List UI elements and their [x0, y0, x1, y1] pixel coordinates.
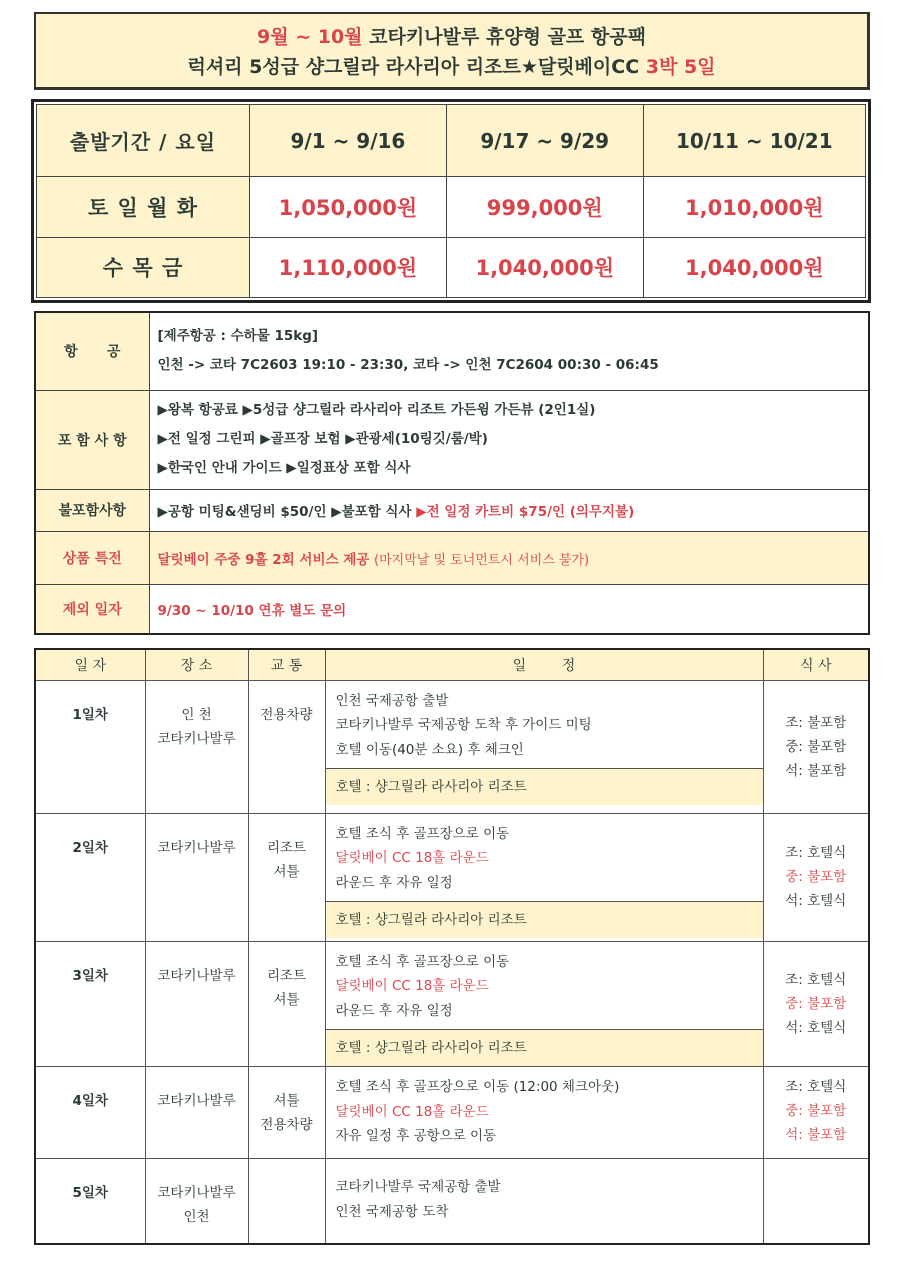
meal-item: 조: 호텔식	[785, 1079, 847, 1095]
place-cell	[145, 1159, 248, 1244]
place-cell	[145, 813, 248, 941]
day-label: 1일차	[35, 680, 145, 813]
hotel-line: 호텔 : 샹그릴라 라사리아 리조트	[326, 901, 763, 938]
schedule-item: 라운드 후 자유 일정	[335, 1002, 453, 1019]
schedule-item: 달릿베이 CC 18홀 라운드	[335, 1103, 489, 1120]
schedule-item: 달릿베이 CC 18홀 라운드	[335, 850, 489, 866]
price-cell: 1,010,000원	[643, 177, 865, 238]
meals-cell	[763, 813, 869, 941]
itinerary-row	[35, 1159, 869, 1244]
title-line-1	[36, 22, 867, 52]
place-name: 인천	[183, 1209, 210, 1225]
day-label: 4일차	[35, 1067, 145, 1159]
hotel-line: 호텔 : 샹그릴라 라사리아 리조트	[326, 1029, 763, 1066]
transport-name: 리조트	[266, 967, 307, 984]
flight-airline: [제주항공 : 수하물 15kg]	[157, 328, 319, 345]
excluded-dates: 9/30 ~ 10/10 연휴 별도 문의	[149, 584, 869, 634]
meal-item: 석: 호텔식	[785, 1019, 847, 1036]
schedule-item: 달릿베이 CC 18홀 라운드	[335, 978, 489, 994]
itinerary-row	[35, 680, 869, 813]
schedule-item: 코타키나발루 국제공항 도착 후 가이드 미팅	[335, 717, 592, 733]
meals-cell	[763, 1067, 869, 1159]
day-label: 3일차	[35, 941, 145, 1067]
included-line: ▶왕복 항공료 ▶5성급 샹그릴라 라사리아 리조트 가든윙 가든뷰 (2인1실)	[157, 402, 596, 418]
meal-item: 석: 호텔식	[785, 893, 847, 909]
price-header-label: 출발기간 / 요일	[37, 105, 250, 177]
meal-item: 조: 호텔식	[785, 845, 847, 861]
info-table	[34, 311, 870, 635]
special-info	[149, 531, 869, 584]
schedule-item: 인천 국제공항 도착	[335, 1203, 449, 1220]
place-name: 코타키나발루	[157, 839, 236, 856]
price-cell: 1,110,000원	[250, 237, 447, 298]
meal-item: 석: 불포함	[785, 762, 847, 779]
transport-cell	[248, 1159, 325, 1244]
place-name: 인 천	[181, 706, 212, 723]
flight-schedule: 인천 -> 코타 7C2603 19:10 - 23:30, 코타 -> 인천 7C2604 00:30 - 06:45	[157, 357, 659, 374]
period-1: 9/1 ~ 9/16	[250, 105, 447, 177]
schedule-cell	[325, 1067, 763, 1159]
schedule-item: 인천 국제공항 출발	[335, 692, 449, 709]
schedule-cell	[325, 680, 763, 813]
included-line: ▶전 일정 그린피 ▶골프장 보험 ▶관광세(10링깃/룸/박)	[157, 431, 488, 447]
col-transport: 교 통	[248, 649, 325, 680]
meal-item: 중: 불포함	[785, 1103, 847, 1119]
included-line: ▶한국인 안내 가이드 ▶일정표상 포함 식사	[157, 460, 411, 476]
transport-cell	[248, 1067, 325, 1159]
meal-item: 중: 불포함	[785, 869, 847, 885]
hotel-line: 호텔 : 샹그릴라 라사리아 리조트	[326, 768, 763, 805]
schedule-cell	[325, 813, 763, 941]
meals-cell	[763, 680, 869, 813]
schedule-item: 호텔 이동(40분 소요) 후 체크인	[335, 741, 524, 758]
transport-name: 리조트	[266, 839, 307, 856]
title-season: 9월 ~ 10월	[257, 26, 363, 48]
transport-cell	[248, 680, 325, 813]
meal-item: 석: 불포함	[785, 1127, 847, 1143]
day-label: 2일차	[35, 813, 145, 941]
included-label: 포 함 사 항	[35, 390, 149, 489]
period-2: 9/17 ~ 9/29	[446, 105, 643, 177]
schedule-item: 호텔 조식 후 골프장으로 이동	[335, 825, 510, 842]
schedule-item: 자유 일정 후 공항으로 이동	[335, 1128, 497, 1144]
flight-label: 항 공	[35, 312, 149, 390]
transport-name: 셔틀	[273, 991, 300, 1008]
price-cell: 1,040,000원	[643, 237, 865, 298]
itinerary-row	[35, 941, 869, 1067]
special-note: (마지막날 및 토너먼트시 서비스 불가)	[374, 552, 590, 568]
excluded-dates-label: 제외 일자	[35, 584, 149, 634]
special-label: 상품 특전	[35, 531, 149, 584]
col-day: 일 자	[35, 649, 145, 680]
transport-name: 셔틀	[273, 1093, 300, 1109]
day-label: 5일차	[35, 1159, 145, 1244]
excluded-info	[149, 489, 869, 531]
title-line-2	[36, 52, 867, 82]
schedule-item: 라운드 후 자유 일정	[335, 874, 453, 891]
included-info	[149, 390, 869, 489]
excluded-cart-fee: ▶전 일정 카트비 $75/인 (의무지불)	[416, 504, 635, 520]
col-schedule: 일 정	[325, 649, 763, 680]
schedule-cell	[325, 941, 763, 1067]
excluded-normal: ▶공항 미팅&샌딩비 $50/인 ▶불포함 식사	[157, 504, 417, 520]
weekday-group-2: 수 목 금	[37, 237, 250, 298]
price-cell: 1,040,000원	[446, 237, 643, 298]
schedule-cell	[325, 1159, 763, 1244]
title-resort: 럭셔리 5성급 샹그릴라 라사리아 리조트★달릿베이CC	[187, 56, 646, 78]
special-main: 달릿베이 주중 9홀 2회 서비스 제공	[157, 551, 375, 568]
itinerary-table	[34, 648, 870, 1245]
col-meals: 식 사	[763, 649, 869, 680]
meal-item: 조: 호텔식	[785, 971, 847, 988]
weekday-group-1: 토 일 월 화	[37, 177, 250, 238]
place-name: 코타키나발루	[157, 730, 236, 747]
place-cell	[145, 1067, 248, 1159]
price-table	[31, 99, 871, 303]
transport-name: 셔틀	[273, 863, 300, 880]
transport-cell	[248, 941, 325, 1067]
itinerary-row	[35, 813, 869, 941]
meals-cell	[763, 1159, 869, 1244]
place-name: 코타키나발루	[157, 1185, 236, 1201]
title-product: 코타키나발루 휴양형 골프 항공팩	[362, 26, 646, 48]
excluded-label: 불포함사항	[35, 489, 149, 531]
itinerary-row	[35, 1067, 869, 1159]
price-cell: 1,050,000원	[250, 177, 447, 238]
meal-item: 중: 불포함	[785, 995, 847, 1012]
flight-info	[149, 312, 869, 390]
transport-name: 전용차량	[260, 1117, 313, 1133]
transport-cell	[248, 813, 325, 941]
schedule-item: 호텔 조식 후 골프장으로 이동 (12:00 체크아웃)	[335, 1079, 620, 1095]
period-3: 10/11 ~ 10/21	[643, 105, 865, 177]
schedule-item: 코타키나발루 국제공항 출발	[335, 1179, 501, 1195]
place-name: 코타키나발루	[157, 967, 236, 984]
meal-item: 중: 불포함	[785, 738, 847, 755]
meals-cell	[763, 941, 869, 1067]
schedule-item: 호텔 조식 후 골프장으로 이동	[335, 953, 510, 970]
transport-name: 전용차량	[260, 706, 313, 723]
place-name: 코타키나발루	[157, 1093, 236, 1109]
meal-item: 조: 불포함	[785, 714, 847, 731]
place-cell	[145, 680, 248, 813]
col-place: 장 소	[145, 649, 248, 680]
title-box	[34, 12, 870, 90]
price-cell: 999,000원	[446, 177, 643, 238]
place-cell	[145, 941, 248, 1067]
title-duration: 3박 5일	[645, 56, 716, 78]
